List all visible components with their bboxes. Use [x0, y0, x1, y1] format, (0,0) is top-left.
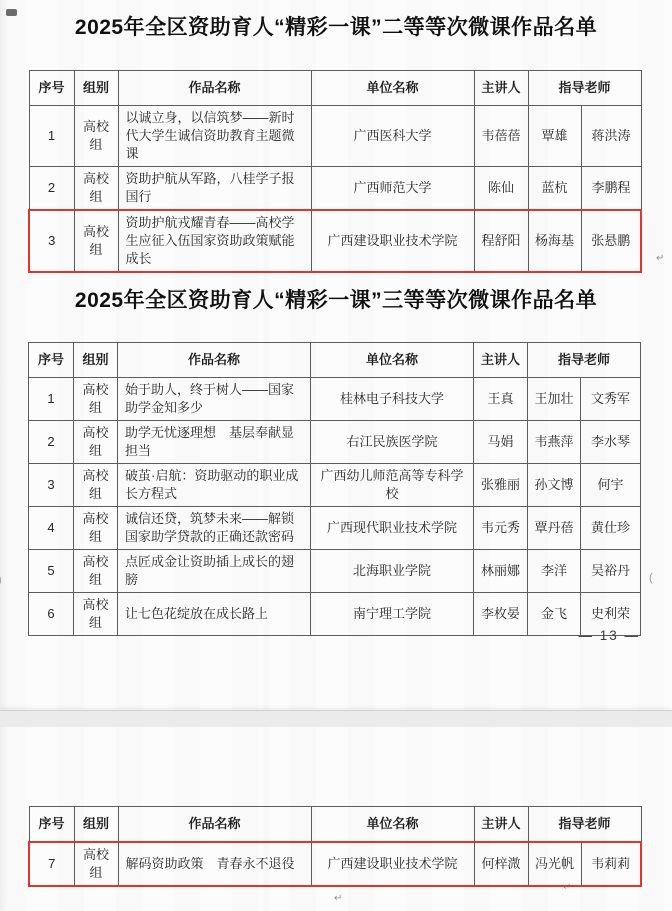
cell-work-title: 让七色花绽放在成长路上: [118, 593, 311, 636]
cell-serial: 3: [29, 464, 74, 507]
col-header-group: 组别: [74, 71, 118, 106]
table-row-highlighted: [29, 842, 641, 886]
cell-work-title: 资助护航戎耀青春——高校学生应征入伍国家资助政策赋能成长: [118, 210, 311, 272]
cell-serial: 3: [29, 210, 74, 272]
table-row: [29, 167, 641, 211]
cell-serial: 1: [29, 106, 74, 167]
table-row: [29, 507, 641, 550]
col-header-speaker: 主讲人: [474, 343, 528, 378]
col-header-serial: 序号: [29, 807, 74, 843]
cell-advisor-2: 韦莉莉: [581, 842, 641, 886]
cell-advisor-1: 杨海基: [528, 210, 581, 272]
cell-serial: 2: [29, 167, 74, 211]
col-header-unit: 单位名称: [311, 807, 474, 843]
col-header-speaker: 主讲人: [474, 71, 528, 106]
cell-work-title: 解码资助政策 青春永不退役: [118, 842, 311, 886]
cell-advisor-2: 张悬鹏: [581, 210, 641, 272]
cell-serial: 5: [29, 550, 74, 593]
col-header-advisors: 指导老师: [528, 71, 641, 106]
cell-advisor-1: 金飞: [528, 593, 581, 636]
cell-advisor-2: 李水琴: [581, 421, 641, 464]
cell-serial: 2: [29, 421, 74, 464]
cell-group: 高校组: [74, 464, 118, 507]
cell-unit: 北海职业学院: [311, 550, 474, 593]
cell-speaker: 林丽娜: [474, 550, 528, 593]
cell-work-title: 诚信还贷，筑梦未来——解锁国家助学贷款的正确还款密码: [118, 507, 311, 550]
cell-group: 高校组: [74, 421, 118, 464]
cell-work-title: 点匠成金让资助插上成长的翅膀: [118, 550, 311, 593]
cell-speaker: 韦元秀: [474, 507, 528, 550]
second-prize-title: 2025年全区资助育人“精彩一课”二等等次微课作品名单: [74, 16, 598, 39]
table-row: [29, 421, 641, 464]
cell-unit: 广西医科大学: [311, 106, 474, 167]
header-row: [29, 343, 641, 378]
cell-advisor-2: 吴裕丹: [581, 550, 641, 593]
cell-speaker: 程舒阳: [474, 210, 528, 272]
col-header-unit: 单位名称: [311, 71, 474, 106]
header-row: [29, 807, 641, 843]
cell-advisor-1: 孙文博: [528, 464, 581, 507]
cell-serial: 6: [29, 593, 74, 636]
page-number: — 13 —: [578, 628, 640, 643]
col-header-work-title: 作品名称: [118, 343, 311, 378]
cell-advisor-1: 韦燕萍: [528, 421, 581, 464]
cell-work-title: 助学无忧逐理想 基层奉献显担当: [118, 421, 311, 464]
cell-speaker: 王真: [474, 378, 528, 421]
col-header-serial: 序号: [29, 343, 74, 378]
cell-advisor-1: 覃丹蓓: [528, 507, 581, 550]
table-row-highlighted: [29, 210, 641, 272]
cell-speaker: 陈仙: [474, 167, 528, 211]
col-header-unit: 单位名称: [311, 343, 474, 378]
cell-advisor-1: 李洋: [528, 550, 581, 593]
cell-speaker: 李枚晏: [474, 593, 528, 636]
cell-advisor-1: 冯光帆: [528, 842, 581, 886]
cell-advisor-2: 文秀军: [581, 378, 641, 421]
header-row: [29, 71, 641, 106]
cell-group: 高校组: [74, 842, 118, 886]
cell-unit: 广西建设职业技术学院: [311, 210, 474, 272]
cell-advisor-2: 蒋洪涛: [581, 106, 641, 167]
second-prize-table: [28, 70, 642, 273]
col-header-work-title: 作品名称: [118, 807, 311, 843]
table-row: [29, 106, 641, 167]
return-mark-artifact: ↵: [334, 893, 343, 904]
col-header-advisors: 指导老师: [528, 343, 641, 378]
return-mark-artifact: ↵: [656, 253, 665, 264]
cell-advisor-1: 王加壮: [528, 378, 581, 421]
cell-speaker: 张雅丽: [474, 464, 528, 507]
cell-unit: 广西师范大学: [311, 167, 474, 211]
col-header-group: 组别: [74, 343, 118, 378]
cell-group: 高校组: [74, 167, 118, 211]
cell-advisor-2: 李鹏程: [581, 167, 641, 211]
cell-unit: 右江民族医学院: [311, 421, 474, 464]
cell-work-title: 破茧·启航：资助驱动的职业成长方程式: [118, 464, 311, 507]
continued-table: [28, 806, 642, 887]
cell-speaker: 何梓溦: [474, 842, 528, 886]
page-break-band: [0, 710, 672, 727]
third-prize-title: 2025年全区资助育人“精彩一课”三等等次微课作品名单: [74, 289, 598, 312]
scan-speck-artifact: [6, 9, 17, 16]
cell-speaker: 马娟: [474, 421, 528, 464]
col-header-group: 组别: [74, 807, 118, 843]
col-header-serial: 序号: [29, 71, 74, 106]
cell-unit: 桂林电子科技大学: [311, 378, 474, 421]
cell-group: 高校组: [74, 210, 118, 272]
table-row: [29, 550, 641, 593]
cell-work-title: 以诚立身，以信筑梦——新时代大学生诚信资助教育主题微课: [118, 106, 311, 167]
cell-unit: 广西建设职业技术学院: [311, 842, 474, 886]
table-row: [29, 593, 641, 636]
cell-unit: 广西现代职业技术学院: [311, 507, 474, 550]
col-header-work-title: 作品名称: [118, 71, 311, 106]
col-header-advisors: 指导老师: [528, 807, 641, 843]
table-row: [29, 464, 641, 507]
scan-paren-left-artifact: [0, 574, 2, 586]
cell-advisor-2: 史利荣: [581, 593, 641, 636]
cell-group: 高校组: [74, 550, 118, 593]
third-prize-table: [28, 342, 641, 636]
cell-group: 高校组: [74, 106, 118, 167]
cell-serial: 4: [29, 507, 74, 550]
cell-group: 高校组: [74, 507, 118, 550]
cell-advisor-2: 黄仕珍: [581, 507, 641, 550]
cell-advisor-1: 蓝杭: [528, 167, 581, 211]
cell-group: 高校组: [74, 378, 118, 421]
cell-work-title: 资助护航从军路，八桂学子报国行: [118, 167, 311, 211]
cell-work-title: 始于助人，终于树人——国家助学金知多少: [118, 378, 311, 421]
cell-serial: 7: [29, 842, 74, 886]
cell-advisor-2: 何宇: [581, 464, 641, 507]
cell-serial: 1: [29, 378, 74, 421]
return-mark-artifact: ↵: [563, 882, 572, 893]
cell-unit: 广西幼儿师范高等专科学校: [311, 464, 474, 507]
scan-paren-right-artifact: (: [649, 572, 653, 584]
cell-unit: 南宁理工学院: [311, 593, 474, 636]
cell-group: 高校组: [74, 593, 118, 636]
col-header-speaker: 主讲人: [474, 807, 528, 843]
cell-speaker: 韦蓓蓓: [474, 106, 528, 167]
table-row: [29, 378, 641, 421]
cell-advisor-1: 覃雄: [528, 106, 581, 167]
